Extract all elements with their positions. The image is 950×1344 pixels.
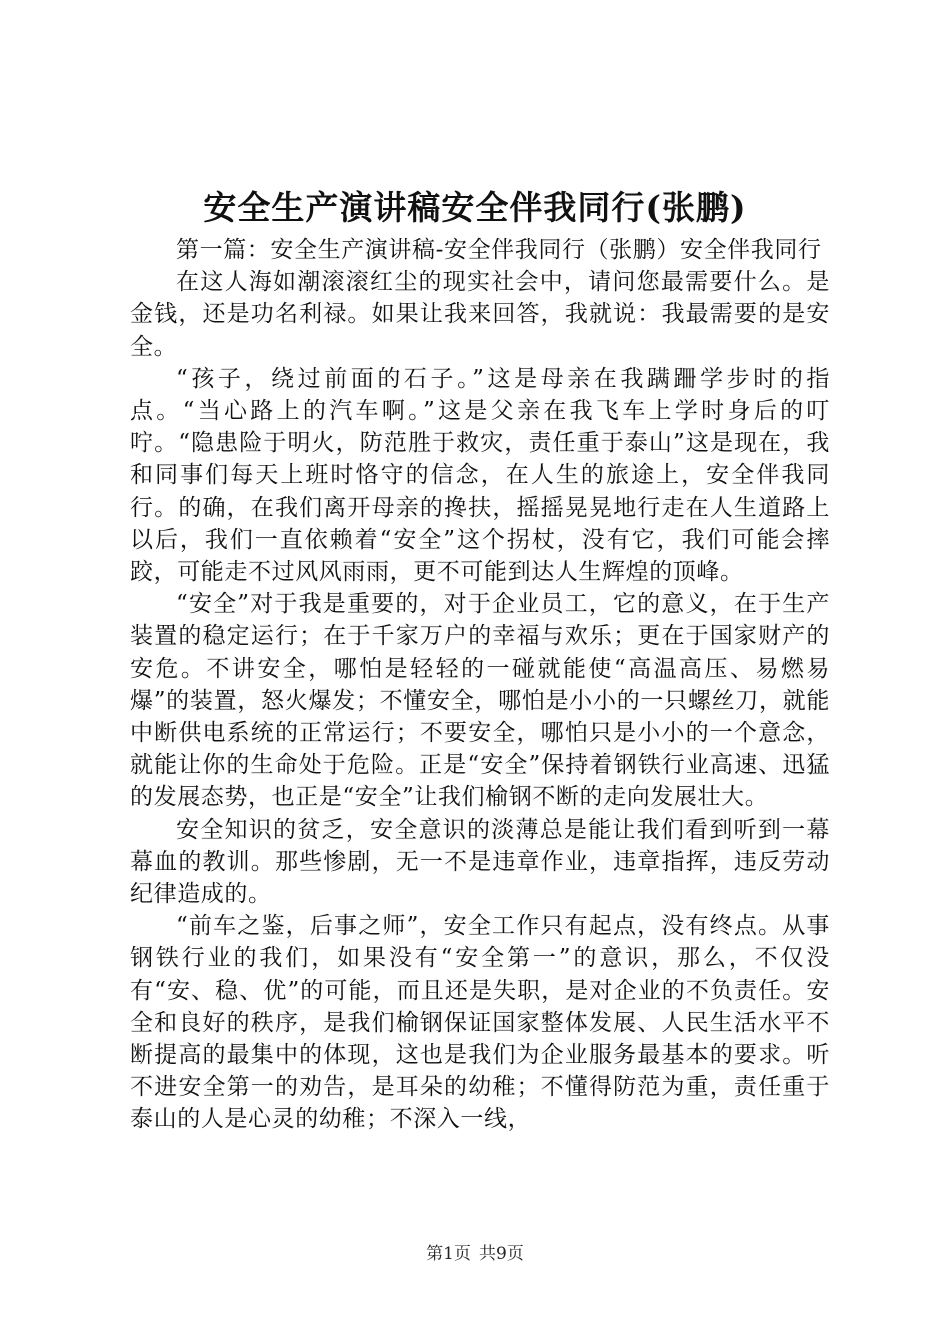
paragraph-2: 在这人海如潮滚滚红尘的现实社会中，请问您最需要什么。是金钱，还是功名利禄。如果让我来回答，我就说：我最需要的是安全。 [130,269,830,360]
paragraph-4: “安全”对于我是重要的，对于企业员工，它的意义，在于生产装置的稳定运行；在于千家万户的幸福与欢乐；更在于国家财产的安危。不讲安全，哪怕是轻轻的一碰就能使“高温高压、易燃易爆”的装置，怒火爆发；不懂安全，哪怕是小小的一只螺丝刀，就能中断供电系统的正常运行；不要安全，哪怕只是小小的一个意念，就能让你的生命处于危险。正是“安全”保持着钢铁行业高速、迅猛的发展态势，也正是“安全”让我们榆钢不断的走向发展壮大。 [130,591,830,811]
paragraph-6: “前车之鉴，后事之师”，安全工作只有起点，没有终点。从事钢铁行业的我们，如果没有“安全第一”的意识，那么，不仅没有“安、稳、优”的可能，而且还是失职，是对企业的不负责任。安全和良好的秩序，是我们榆钢保证国家整体发展、人民生活水平不断提高的最集中的体现，这也是我们为企业服务最基本的要求。听不进安全第一的劝告，是耳朵的幼稚；不懂得防范为重，责任重于泰山的人是心灵的幼稚；不深入一线， [130,913,830,1133]
paragraph-5: 安全知识的贫乏，安全意识的淡薄总是能让我们看到听到一幕幕血的教训。那些惨剧，无一不是违章作业，违章指挥，违反劳动纪律造成的。 [130,816,830,908]
document-body [130,234,830,1136]
paragraph-3: “孩子，绕过前面的石子。”这是母亲在我蹒跚学步时的指点。“当心路上的汽车啊。”这是父亲在我飞车上学时身后的叮咛。“隐患险于明火，防范胜于救灾，责任重于泰山”这是现在，我和同事们每天上班时恪守的信念，在人生的旅途上，安全伴我同行。的确，在我们离开母亲的搀扶，摇摇晃晃地行走在人生道路上以后，我们一直依赖着“安全”这个拐杖，没有它，我们可能会摔跤，可能走不过风风雨雨，更不可能到达人生辉煌的顶峰。 [130,365,830,586]
document-title: 安全生产演讲稿安全伴我同行(张鹏) [203,188,747,227]
total-page-count: 共9页 [479,1244,524,1264]
current-page-number: 第1页 [426,1244,471,1264]
page-footer [0,1243,950,1265]
paragraph-1: 第一篇：安全生产演讲稿-安全伴我同行（张鹏）安全伴我同行 [176,237,822,263]
